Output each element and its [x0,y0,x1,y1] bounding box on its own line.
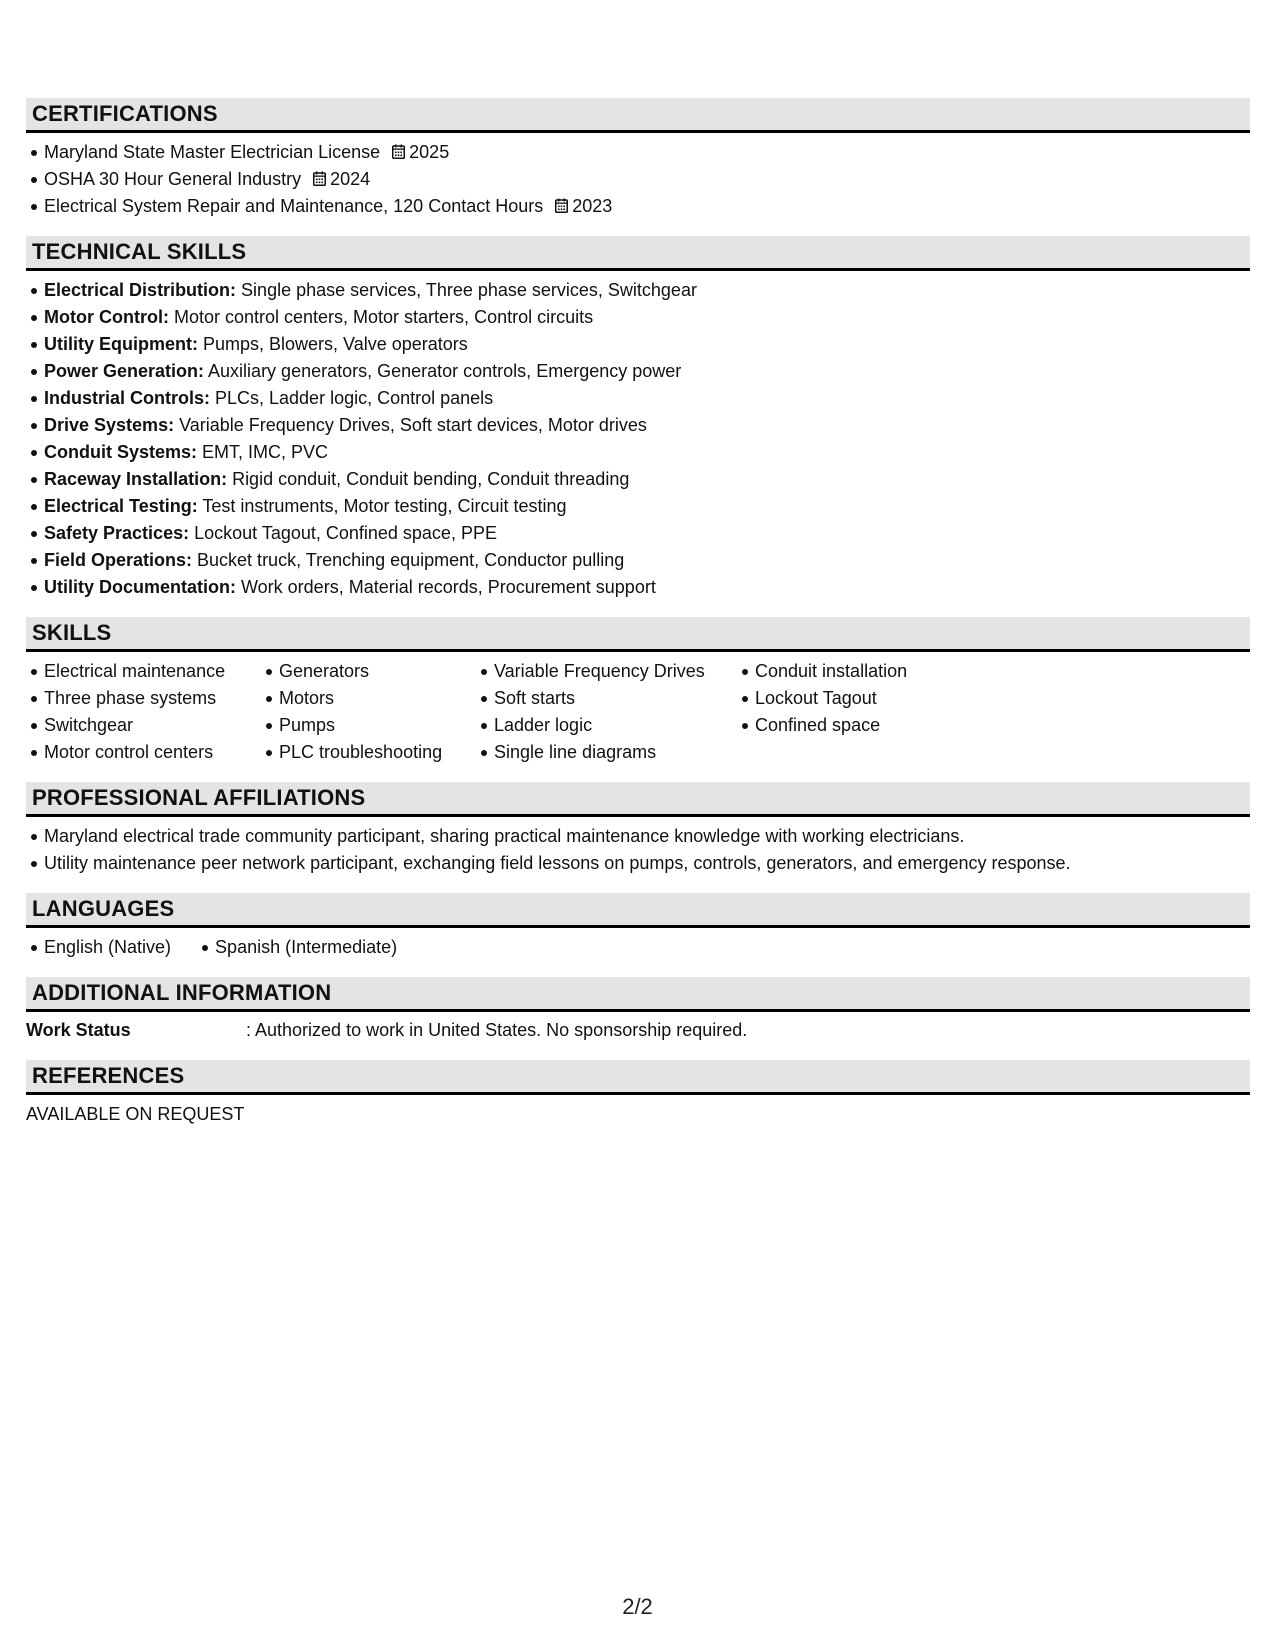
section-title: ADDITIONAL INFORMATION [32,980,332,1005]
section-title: REFERENCES [32,1063,185,1088]
technical-skill-item [44,331,1250,358]
calendar-icon [313,171,326,186]
certifications-list [26,139,1250,220]
skill-detail: Single phase services, Three phase services, Switchgear [236,280,697,300]
section-title: SKILLS [32,620,112,645]
references-text: AVAILABLE ON REQUEST [26,1104,245,1124]
skill-category: Utility Equipment: [44,334,198,354]
section-title: TECHNICAL SKILLS [32,239,247,264]
technical-skill-item [44,358,1250,385]
skill-category: Conduit Systems: [44,442,198,462]
affiliation-item: Maryland electrical trade community participant, sharing practical maintenance knowledge with working electricians. [44,823,1250,850]
skill-category: Power Generation: [44,361,205,381]
section-header [26,236,1250,271]
certification-name: Maryland State Master Electrician License [44,142,381,162]
technical-skill-item [44,385,1250,412]
skills-column [44,658,279,766]
section-header [26,98,1250,133]
skill-detail: Variable Frequency Drives, Soft start devices, Motor drives [174,415,647,435]
technical-skill-item [44,277,1250,304]
skill-item: Lockout Tagout [755,685,975,712]
skill-detail: Test instruments, Motor testing, Circuit testing [197,496,567,516]
language-item: Spanish (Intermediate) [215,934,397,961]
languages-list [26,934,1250,961]
skills-column [494,658,755,766]
skills-column [755,658,975,766]
references-section [26,1060,1250,1128]
section-title: PROFESSIONAL AFFILIATIONS [32,785,366,810]
technical-skill-item [44,304,1250,331]
affiliation-item: Utility maintenance peer network participant, exchanging field lessons on pumps, controls, generators, and emergency response. [44,850,1250,877]
section-title: CERTIFICATIONS [32,101,218,126]
skill-category: Electrical Distribution: [44,280,237,300]
skill-item: Soft starts [494,685,755,712]
certification-year: 2025 [409,142,450,162]
technical-skill-item [44,547,1250,574]
skill-category: Utility Documentation: [44,577,236,597]
languages-section [26,893,1250,961]
skill-item: Motors [279,685,494,712]
work-status-row [26,1017,1250,1044]
certification-name: OSHA 30 Hour General Industry [44,169,302,189]
certifications-section [26,98,1250,220]
skills-section [26,617,1250,766]
page-number: 2/2 [622,1594,653,1619]
certification-year: 2024 [330,169,371,189]
section-title: LANGUAGES [32,896,175,921]
section-header [26,1060,1250,1095]
resume-page [26,98,1250,1144]
skills-column [279,658,494,766]
certification-item [44,139,1250,166]
skills-grid [26,658,1250,766]
technical-skill-item [44,466,1250,493]
technical-skills-section [26,236,1250,601]
language-item: English (Native) [44,934,171,961]
skill-detail: PLCs, Ladder logic, Control panels [210,388,494,408]
skill-detail: EMT, IMC, PVC [197,442,329,462]
skill-item: Motor control centers [44,739,279,766]
technical-skill-item [44,439,1250,466]
section-header [26,617,1250,652]
skill-item: Generators [279,658,494,685]
work-status-label: Work Status [26,1020,131,1040]
technical-skill-item [44,574,1250,601]
calendar-icon [555,198,568,213]
skill-category: Safety Practices: [44,523,190,543]
skill-item: Confined space [755,712,975,739]
technical-skills-list [26,277,1250,601]
skill-item: Conduit installation [755,658,975,685]
technical-skill-item [44,520,1250,547]
skill-category: Field Operations: [44,550,193,570]
affiliations-section [26,782,1250,877]
technical-skill-item [44,412,1250,439]
skill-item: Pumps [279,712,494,739]
skill-detail: Pumps, Blowers, Valve operators [198,334,468,354]
certification-year: 2023 [572,196,613,216]
skill-item: Three phase systems [44,685,279,712]
skill-category: Industrial Controls: [44,388,210,408]
section-header [26,893,1250,928]
skill-category: Drive Systems: [44,415,175,435]
certification-name: Electrical System Repair and Maintenance, 120 Contact Hours [44,196,544,216]
certification-item [44,193,1250,220]
work-status-value: : Authorized to work in United States. No sponsorship required. [246,1020,748,1040]
section-header [26,977,1250,1012]
affiliations-list [26,823,1250,877]
skill-detail: Bucket truck, Trenching equipment, Conductor pulling [192,550,625,570]
skill-item: PLC troubleshooting [279,739,494,766]
additional-info-section [26,977,1250,1044]
skill-category: Electrical Testing: [44,496,198,516]
skill-detail: Rigid conduit, Conduit bending, Conduit threading [227,469,630,489]
skill-item: Ladder logic [494,712,755,739]
skill-category: Motor Control: [44,307,169,327]
skill-item: Electrical maintenance [44,658,279,685]
skill-item: Single line diagrams [494,739,755,766]
skill-detail: Work orders, Material records, Procurement support [236,577,656,597]
calendar-icon [392,144,405,159]
certification-item [44,166,1250,193]
technical-skill-item [44,493,1250,520]
skill-item: Variable Frequency Drives [494,658,755,685]
skill-detail: Lockout Tagout, Confined space, PPE [189,523,497,543]
skill-detail: Motor control centers, Motor starters, Control circuits [168,307,594,327]
section-header [26,782,1250,817]
skill-item: Switchgear [44,712,279,739]
skill-detail: Auxiliary generators, Generator controls, Emergency power [204,361,682,381]
skill-category: Raceway Installation: [44,469,228,489]
